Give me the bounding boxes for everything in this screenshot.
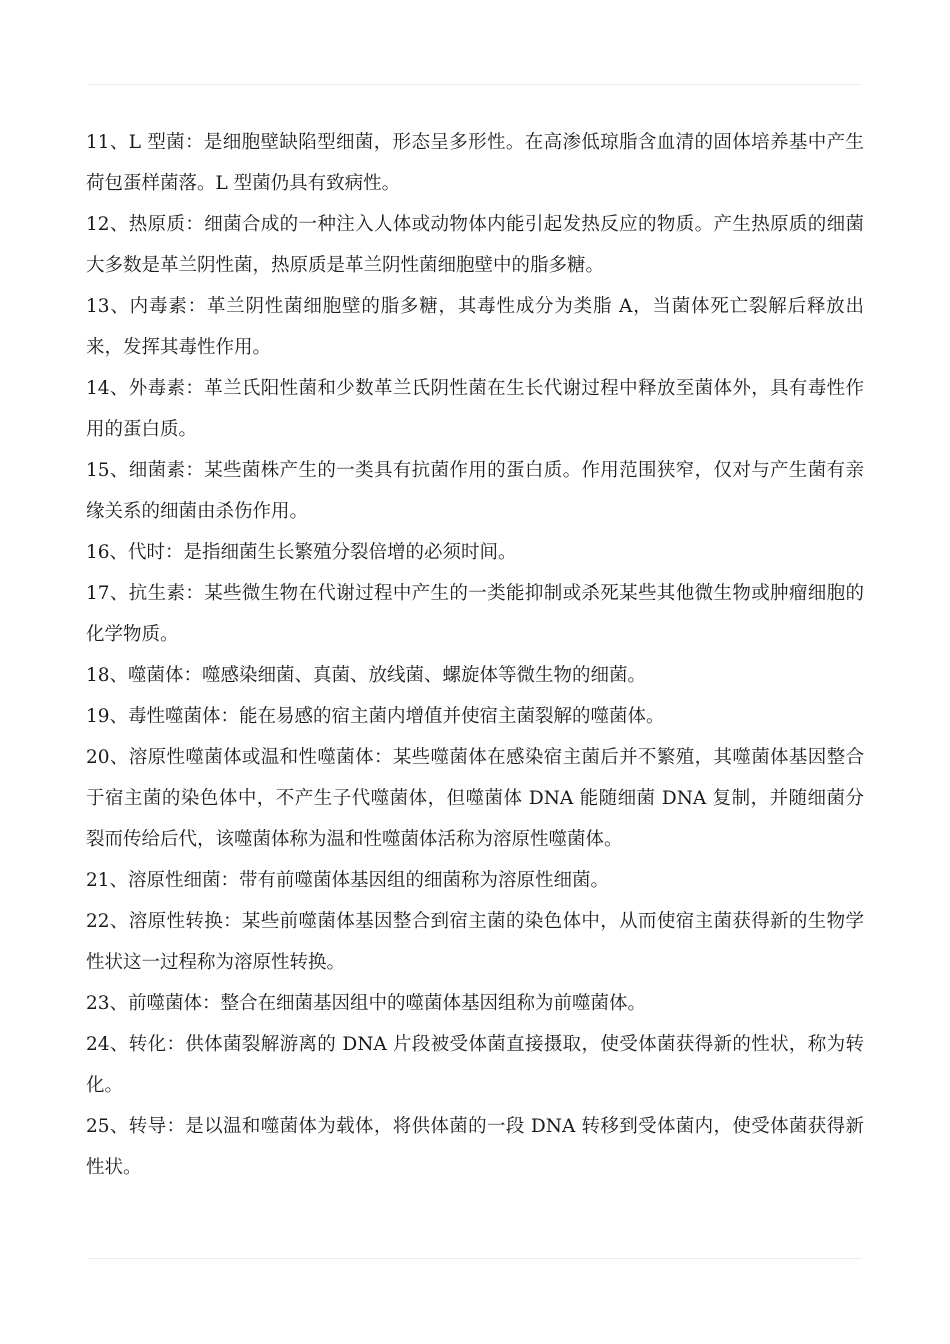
definition-list xyxy=(86,122,864,1188)
definition-entry: 17、抗生素：某些微生物在代谢过程中产生的一类能抑制或杀死某些其他微生物或肿瘤细胞的化学物质。 xyxy=(86,583,864,645)
definition-entry: 23、前噬菌体：整合在细菌基因组中的噬菌体基因组称为前噬菌体。 xyxy=(86,993,647,1014)
bottom-divider xyxy=(88,1258,862,1259)
definition-entry: 15、细菌素：某些菌株产生的一类具有抗菌作用的蛋白质。作用范围狭窄，仅对与产生菌有亲缘关系的细菌由杀伤作用。 xyxy=(86,460,864,522)
definition-entry: 18、噬菌体：噬感染细菌、真菌、放线菌、螺旋体等微生物的细菌。 xyxy=(86,665,647,686)
definition-entry: 25、转导：是以温和噬菌体为载体，将供体菌的一段 DNA 转移到受体菌内，使受体菌获得新性状。 xyxy=(86,1116,864,1178)
definition-entry: 13、内毒素：革兰阴性菌细胞壁的脂多糖，其毒性成分为类脂 A，当菌体死亡裂解后释放出来，发挥其毒性作用。 xyxy=(86,296,864,358)
definition-entry: 12、热原质：细菌合成的一种注入人体或动物体内能引起发热反应的物质。产生热原质的细菌大多数是革兰阴性菌，热原质是革兰阴性菌细胞壁中的脂多糖。 xyxy=(86,214,864,276)
definition-entry: 20、溶原性噬菌体或温和性噬菌体：某些噬菌体在感染宿主菌后并不繁殖，其噬菌体基因整合于宿主菌的染色体中，不产生子代噬菌体，但噬菌体 DNA 能随细菌 DNA 复制，并随细菌分裂而传给后代，该噬菌体称为温和性噬菌体活称为溶原性噬菌体。 xyxy=(86,747,864,850)
definition-entry: 19、毒性噬菌体：能在易感的宿主菌内增值并使宿主菌裂解的噬菌体。 xyxy=(86,706,665,727)
definition-entry: 22、溶原性转换：某些前噬菌体基因整合到宿主菌的染色体中，从而使宿主菌获得新的生物学性状这一过程称为溶原性转换。 xyxy=(86,911,864,973)
top-divider xyxy=(88,84,862,85)
definition-entry: 16、代时：是指细菌生长繁殖分裂倍增的必须时间。 xyxy=(86,542,517,563)
definition-entry: 11、L 型菌：是细胞壁缺陷型细菌，形态呈多形性。在高渗低琼脂含血清的固体培养基中产生荷包蛋样菌落。L 型菌仍具有致病性。 xyxy=(86,132,864,194)
definition-entry: 24、转化：供体菌裂解游离的 DNA 片段被受体菌直接摄取，使受体菌获得新的性状，称为转化。 xyxy=(86,1034,864,1096)
definition-entry: 14、外毒素：革兰氏阳性菌和少数革兰氏阴性菌在生长代谢过程中释放至菌体外，具有毒性作用的蛋白质。 xyxy=(86,378,864,440)
definition-entry: 21、溶原性细菌：带有前噬菌体基因组的细菌称为溶原性细菌。 xyxy=(86,870,610,891)
